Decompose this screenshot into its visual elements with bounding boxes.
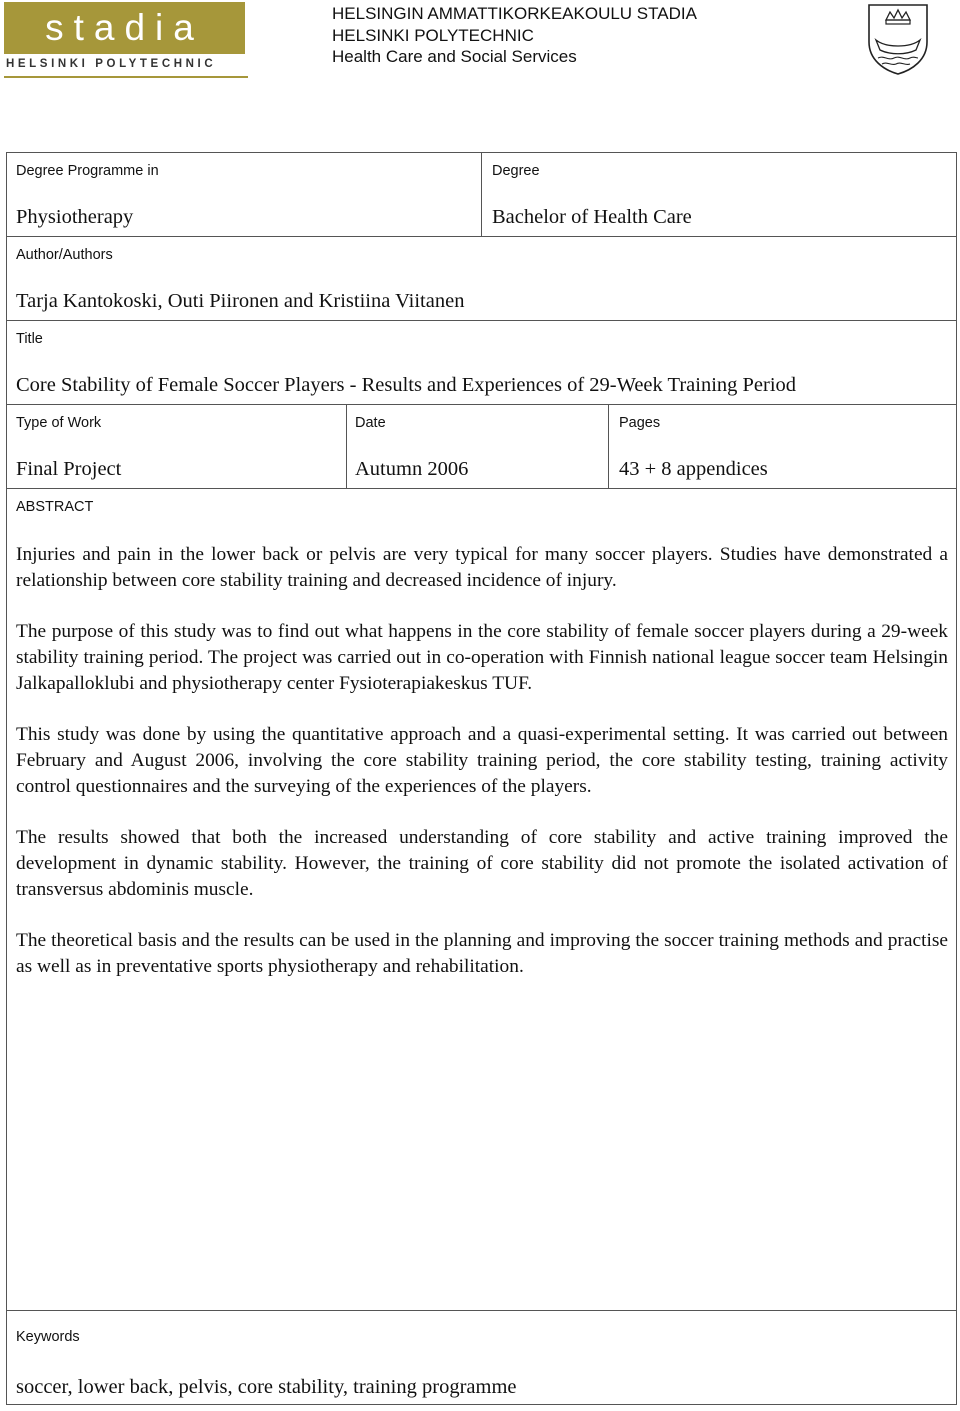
logo-wordmark: stadia: [45, 7, 204, 48]
pages-value: 43 + 8 appendices: [619, 458, 768, 480]
degree-programme-label: Degree Programme in: [16, 163, 159, 179]
degree-programme-value: Physiotherapy: [16, 206, 134, 228]
divider-pages: [608, 404, 609, 488]
abstract-paragraph-2: The purpose of this study was to find out what happens in the core stability of female soccer players during a 29-week stability training period. The project was carried out in co-operation with Finnish national league soccer team Helsingin Jalkapalloklubi and physiotherapy center Fysioterapiakeskus TUF.: [16, 621, 948, 694]
date-value: Autumn 2006: [355, 458, 469, 480]
institution-block: [332, 3, 697, 68]
abstract-body: [16, 542, 948, 1005]
stadia-logo: [4, 2, 246, 80]
type-of-work-label: Type of Work: [16, 415, 102, 431]
helsinki-coat-of-arms-icon: [866, 2, 930, 76]
divider-date: [346, 404, 347, 488]
row-divider-1: [7, 236, 956, 237]
abstract-paragraph-1: Injuries and pain in the lower back or pelvis are very typical for many soccer players. Studies have demonstrated a relationship between core stability training and decreased incidence of injury.: [16, 544, 948, 591]
abstract-paragraph-5: The theoretical basis and the results can be used in the planning and improving the soccer training methods and practise as well as in preventative sports physiotherapy and rehabilitation.: [16, 930, 948, 977]
divider-degree: [481, 153, 482, 236]
title-label: Title: [16, 331, 43, 347]
row-divider-2: [7, 320, 956, 321]
institution-line-2: HELSINKI POLYTECHNIC: [332, 25, 534, 45]
logo-subtitle: HELSINKI POLYTECHNIC: [6, 58, 217, 70]
keywords-label: Keywords: [16, 1329, 80, 1345]
title-value: Core Stability of Female Soccer Players - Results and Experiences of 29-Week Training Period: [16, 374, 797, 396]
keywords-value: soccer, lower back, pelvis, core stability, training programme: [16, 1376, 517, 1398]
authors-value: Tarja Kantokoski, Outi Piironen and Kristiina Viitanen: [16, 290, 465, 312]
pages-label: Pages: [619, 415, 661, 431]
type-of-work-value: Final Project: [16, 458, 122, 480]
degree-label: Degree: [492, 163, 540, 179]
abstract-form: [6, 152, 957, 1405]
date-label: Date: [355, 415, 386, 431]
abstract-label: ABSTRACT: [16, 499, 94, 515]
row-divider-4: [7, 488, 956, 489]
logo-rule: [4, 76, 248, 78]
institution-line-3: Health Care and Social Services: [332, 47, 577, 66]
degree-value: Bachelor of Health Care: [492, 206, 692, 228]
row-divider-5: [7, 1310, 956, 1311]
abstract-paragraph-3: This study was done by using the quantitative approach and a quasi-experimental setting. It was carried out between February and August 2006, involving the core stability training period, the core stability testing, training activity control questionnaires and the surveying of the experiences of the players.: [16, 724, 948, 797]
institution-line-1: HELSINGIN AMMATTIKORKEAKOULU STADIA: [332, 4, 697, 23]
authors-label: Author/Authors: [16, 247, 113, 263]
abstract-paragraph-4: The results showed that both the increased understanding of core stability and active training improved the development in dynamic stability. However, the training of core stability did not promote the isolated activation of transversus abdominis muscle.: [16, 827, 948, 900]
row-divider-3: [7, 404, 956, 405]
